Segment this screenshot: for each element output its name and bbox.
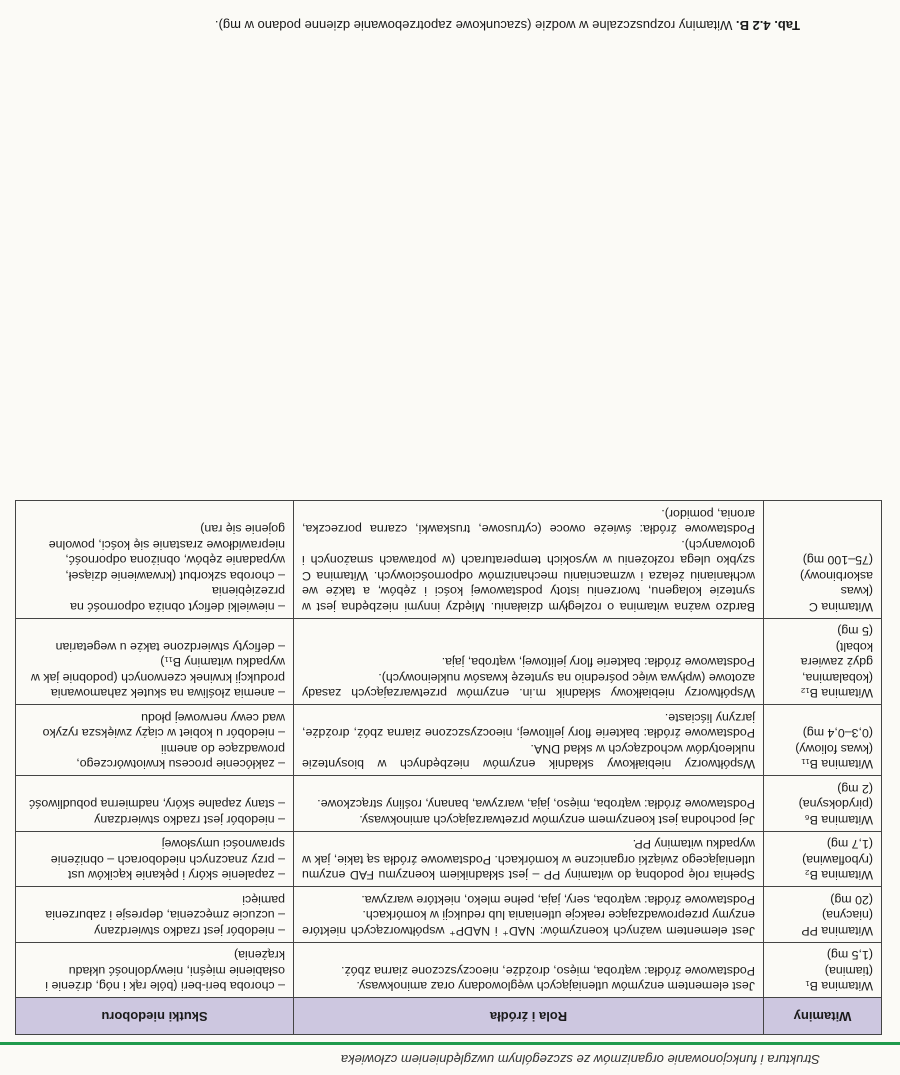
deficiency-effects-cell [16,705,294,776]
deficiency-effects-cell [16,776,294,832]
effect-item: – stany zapalne skóry, nadmierna pobudliwość [24,796,285,812]
role-and-sources-cell: Spełnia rolę podobną do witaminy PP – jest składnikiem koenzymu FAD enzymu utleniającego związki organiczne w komórkach. Podstawowe źródła są takie, jak w wypadku witaminy PP. [294,832,764,888]
effects-list [24,892,285,939]
effect-item: – niedobór u kobiet w ciąży zwiększa ryzyko wad cewy nerwowej płodu [24,710,285,741]
deficiency-effects-cell [16,501,294,619]
effect-item: – niedobór jest rzadko stwierdzany [24,923,285,939]
effect-item: – choroba szkorbut (krwawienie dziąseł, wypadanie zębów, obniżona odporność, nieprawidłowe zrastanie się kości, powolne gojenie się ran) [24,521,285,583]
vitamin-name-cell: Witamina PP (niacyna) (20 mg) [764,887,882,943]
effect-item: – zapalenie skóry i pękanie kącików ust [24,867,285,883]
column-header-effects: Skutki niedoboru [16,998,294,1035]
vitamin-name-cell: Witamina B₆ (pirydoksyna) (2 mg) [764,776,882,832]
table-row [16,832,882,888]
column-header-vitamins: Witaminy [764,998,882,1035]
table-row [16,887,882,943]
vitamin-name-cell: Witamina B₁₂ (kobalamina, gdyż zawiera kobalt) (5 mg) [764,619,882,706]
effect-item: – przy znacznych niedoborach – obniżenie sprawności umysłowej [24,836,285,867]
effect-item: – choroba beri-beri (bóle rąk i nóg, drżenie i osłabienie mięśni, niewydolność układu krążenia) [24,947,285,994]
vitamin-table [15,501,882,1036]
vitamin-name-cell: Witamina B₁ (tiamina) (1,5 mg) [764,943,882,999]
effects-list [24,639,285,701]
role-and-sources-cell: Bardzo ważna witamina o rozległym działaniu. Między innymi niezbędna jest w syntezie kolagenu, tworzeniu istoty podstawowej kości i zębów, a także we wchłanianiu żelaza i wzmacnianiu mechanizmów odpornościowych. Witamina C szybko ulega rozłożeniu w wysokich temperaturach (w potrawach smażonych i gotowanych). Podstawowe źródła: świeże owoce (cytrusowe, truskawki, czarna porzeczka, aronia, pomidor). [294,501,764,619]
running-header: Struktura i funkcjonowanie organizmów ze szczególnym uwzględnieniem człowieka [340,1052,820,1067]
caption-label: Tab. 4.2 B. [735,18,800,33]
effect-item: – anemia złośliwa na skutek zahamowania produkcji krwinek czerwonych (podobnie jak w wypadku witaminy B₁₁) [24,654,285,701]
effect-item: – niewielki deficyt obniża odporność na przeziębienia [24,583,285,614]
table-row [16,943,882,999]
table-row [16,776,882,832]
effects-list [24,796,285,827]
role-and-sources-cell: Jest elementem enzymów utleniających węglowodany oraz aminokwasy. Podstawowe źródła: wątroba, mięso, drożdże, nieoczyszczone ziarna zbóż. [294,943,764,999]
table-row [16,705,882,776]
deficiency-effects-cell [16,943,294,999]
vitamin-name-cell: Witamina C (kwas askorbinowy) (75–100 mg) [764,501,882,619]
effect-item: – zakłócenie procesu krwiotwórczego, prowadzące do anemii [24,741,285,772]
role-and-sources-cell: Współtworzy niebiałkowy składnik m.in. enzymów przetwarzających zasady azotowe (wpływa więc pośrednio na syntezę kwasów nukleinowych). Podstawowe źródła: bakterie flory jelitowej, wątroba, jaja. [294,619,764,706]
role-and-sources-cell: Jest elementem ważnych koenzymów: NAD⁺ i NADP⁺ współtworzących niektóre enzymy przeprowadzające reakcje utleniania lub redukcji w komórkach. Podstawowe źródła: wątroba, sery, jaja, pełne mleko, niektóre warzywa. [294,887,764,943]
effect-item: – uczucie zmęczenia, depresje i zaburzenia pamięci [24,892,285,923]
effect-item: – niedobór jest rzadko stwierdzany [24,812,285,828]
effects-list [24,521,285,614]
table-row [16,501,882,619]
column-header-role: Rola i źródła [294,998,764,1035]
deficiency-effects-cell [16,832,294,888]
role-and-sources-cell: Jej pochodna jest koenzymem enzymów przetwarzających aminokwasy. Podstawowe źródła: wątroba, mięso, jaja, warzywa, banany, rośliny strączkowe. [294,776,764,832]
header-rule [0,1042,900,1045]
role-and-sources-cell: Współtworzy niebiałkowy składnik enzymów niezbędnych w biosyntezie nukleotydów wchodzących w skład DNA. Podstawowe źródła: bakterie flory jelitowej, nieoczyszczone ziarna zbóż, drożdże, jarzyny liściaste. [294,705,764,776]
table-caption [10,18,800,33]
vitamin-name-cell: Witamina B₂ (ryboflawina) (1,7 mg) [764,832,882,888]
table-header-row [16,998,882,1035]
deficiency-effects-cell [16,887,294,943]
effects-list [24,836,285,883]
deficiency-effects-cell [16,619,294,706]
table-row [16,619,882,706]
effect-item: – deficyty stwierdzone także u wegetarian [24,639,285,655]
effects-list [24,710,285,772]
vitamin-name-cell: Witamina B₁₁ (kwas foliowy) (0,3–0,4 mg) [764,705,882,776]
effects-list [24,947,285,994]
caption-text: Witaminy rozpuszczalne w wodzie (szacunkowe zapotrzebowanie dzienne podano w mg). [214,18,733,33]
